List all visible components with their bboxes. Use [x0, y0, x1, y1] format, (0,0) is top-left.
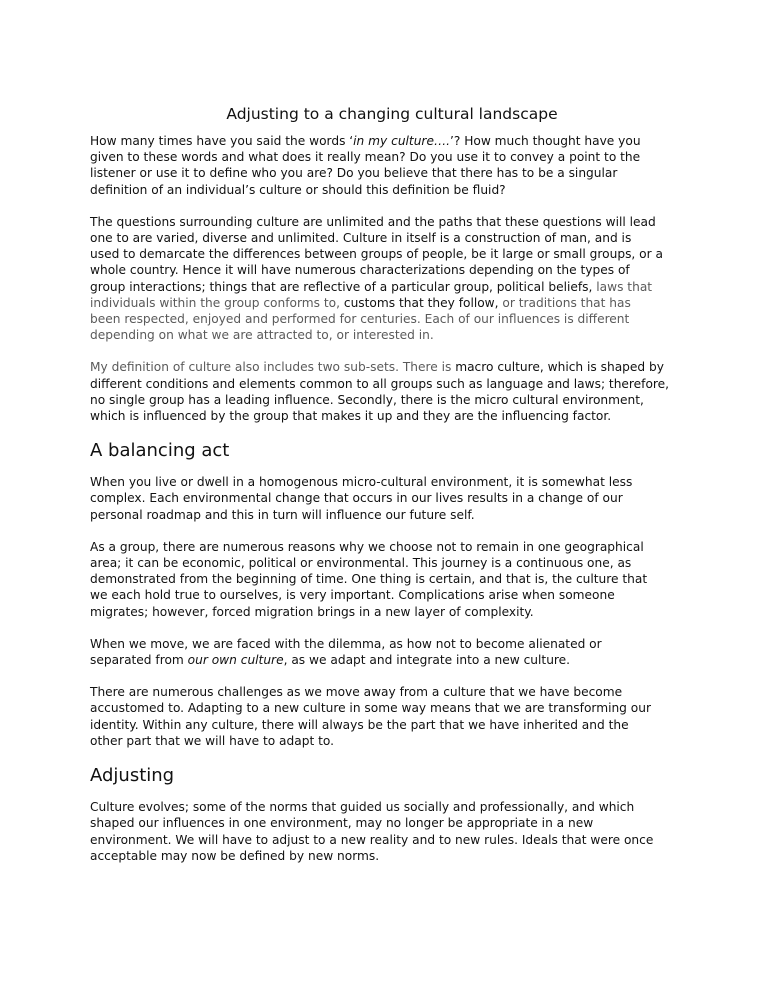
intro-line-3: listener or use it to define who you are? Do you believe that there has to be a singular	[90, 166, 618, 181]
questions-line-7: been respected, enjoyed and performed for centuries. Each of our influences is different	[90, 312, 630, 327]
homogenous-line-3: personal roadmap and this in turn will influence our future self.	[90, 507, 475, 522]
questions-paragraph	[90, 214, 680, 344]
questions-line-8: depending on what we are attracted to, or interested in.	[90, 328, 434, 343]
questions-line-6-text-b: customs that they follow,	[343, 295, 503, 310]
definition-line-1	[90, 359, 680, 375]
questions-line-1: The questions surrounding culture are unlimited and the paths that these questions will lead	[90, 214, 656, 229]
intro-line-2: given to these words and what does it really mean? Do you use it to convey a point to the	[90, 150, 641, 165]
questions-line-3: used to demarcate the differences between groups of people, be it large or small groups, or a	[90, 247, 663, 262]
questions-line-6	[90, 295, 680, 311]
questions-line-5-text-a: group interactions; things that are reflective of a particular group, political beliefs,	[90, 279, 597, 294]
questions-line-6-text-a: individuals within the group conforms to,	[90, 295, 344, 310]
document-title: Adjusting to a changing cultural landscape	[226, 105, 558, 123]
move-paragraph	[90, 636, 680, 668]
evolves-line-4: acceptable may now be defined by new norms.	[90, 848, 380, 863]
move-line-2	[90, 652, 680, 668]
homogenous-line-1: When you live or dwell in a homogenous micro-cultural environment, it is somewhat less	[90, 475, 633, 490]
challenges-line-2: accustomed to. Adapting to a new culture in some way means that we are transforming our	[90, 701, 651, 716]
group-line-1: As a group, there are numerous reasons why we choose not to remain in one geographical	[90, 539, 644, 554]
questions-line-6-text-d: traditions that has	[518, 295, 631, 310]
definition-line-3: no single group has a leading influence. Secondly, there is the micro cultural environment,	[90, 392, 644, 407]
challenges-line-4: other part that we will have to adapt to.	[90, 733, 335, 748]
intro-line-4: definition of an individual’s culture or should this definition be fluid?	[90, 182, 506, 197]
definition-paragraph	[90, 359, 680, 424]
definition-line-2: different conditions and elements common to all groups such as language and laws; therefore,	[90, 376, 670, 391]
challenges-line-3: identity. Within any culture, there will always be the part that we have inherited and the	[90, 717, 629, 732]
group-line-4: we each hold true to ourselves, is very important. Complications arise when someone	[90, 588, 615, 603]
questions-line-2: one to are varied, diverse and unlimited. Culture in itself is a construction of man, and is	[90, 231, 632, 246]
intro-paragraph	[90, 133, 680, 198]
heading-adjusting: Adjusting	[90, 765, 175, 787]
questions-line-5-text-b: laws that	[596, 279, 653, 294]
move-line-1: When we move, we are faced with the dilemma, as how not to become alienated or	[90, 636, 602, 651]
intro-line-1-emphasis: in my culture….	[353, 134, 450, 148]
homogenous-paragraph	[90, 474, 680, 523]
definition-line-4: which is influenced by the group that makes it up and they are the influencing factor.	[90, 409, 612, 424]
group-line-2: area; it can be economic, political or environmental. This journey is a continuous one, as	[90, 556, 632, 571]
questions-line-6-text-c: or	[502, 295, 519, 310]
questions-line-5	[90, 279, 680, 295]
intro-line-1	[90, 133, 680, 149]
intro-line-1-text-b: ’? How much thought have you	[450, 134, 641, 148]
group-paragraph	[90, 539, 680, 620]
evolves-line-2: shaped our influences in one environment, may no longer be appropriate in a new	[90, 816, 594, 831]
definition-line-1-text-a: My definition of culture also includes two sub-sets. There is	[90, 360, 456, 375]
move-line-2-text-b: , as we adapt and integrate into a new culture.	[283, 653, 571, 668]
heading-balancing-act: A balancing act	[90, 440, 230, 462]
move-line-2-text-a: separated from	[90, 653, 188, 668]
homogenous-line-2: complex. Each environmental change that occurs in our lives results in a change of our	[90, 491, 623, 506]
definition-line-1-text-b: macro culture, which is shaped by	[455, 360, 664, 375]
intro-line-1-text-a: How many times have you said the words ‘	[90, 134, 354, 148]
challenges-line-1: There are numerous challenges as we move away from a culture that we have become	[90, 685, 623, 700]
document-page	[90, 104, 680, 880]
group-line-5: migrates; however, forced migration brings in a new layer of complexity.	[90, 604, 534, 619]
move-line-2-emphasis: our own culture	[187, 653, 284, 668]
group-line-3: demonstrated from the beginning of time. One thing is certain, and that is, the culture that	[90, 572, 648, 587]
evolves-line-1: Culture evolves; some of the norms that guided us socially and professionally, and which	[90, 800, 635, 815]
questions-line-4: whole country. Hence it will have numerous characterizations depending on the types of	[90, 263, 630, 278]
challenges-paragraph	[90, 684, 680, 749]
evolves-paragraph	[90, 799, 680, 864]
evolves-line-3: environment. We will have to adjust to a new reality and to new rules. Ideals that were once	[90, 832, 654, 847]
